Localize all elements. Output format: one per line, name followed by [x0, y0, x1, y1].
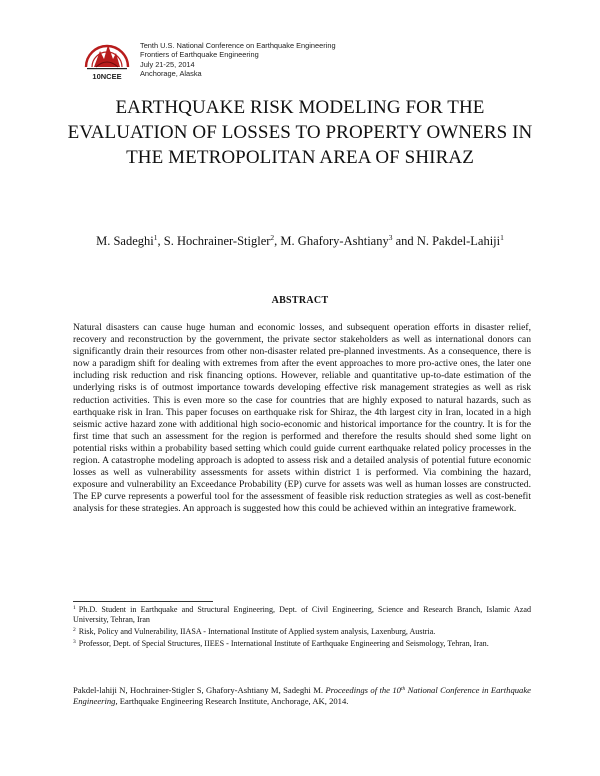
author-affiliation-mark: 3 — [388, 233, 393, 242]
logo-label: 10NCEE — [92, 72, 122, 81]
footnote-number: 2 — [73, 627, 76, 633]
paper-title: EARTHQUAKE RISK MODELING FOR THE EVALUATION OF LOSSES TO PROPERTY OWNERS IN THE METROPOLITAN AREA OF SHIRAZ — [67, 97, 533, 168]
author-name: M. Sadeghi — [96, 234, 154, 248]
citation — [73, 685, 531, 707]
footnotes — [73, 605, 531, 650]
abstract-heading: ABSTRACT — [271, 295, 329, 306]
author-separator: , — [274, 234, 281, 248]
header-line: July 21-25, 2014 — [140, 59, 195, 69]
footnote — [73, 627, 531, 637]
citation-venue-sup: th — [400, 686, 406, 692]
citation-authors: Pakdel-lahiji N, Hochrainer-Stigler S, Ghafory-Ashtiany M, Sadeghi M. — [73, 685, 323, 695]
author-separator: , — [157, 234, 164, 248]
abstract-body: Natural disasters can cause huge human and economic losses, and subsequent operation efforts in disaster relief, recovery and reconstruction by the government, the private sector stakeholders as well as international donors can significantly drain their resources from other non-disaster related pre-planned investments. As a consequence, there is now a paradigm shift for dealing with extremes from after the event approaches to more pro-active ones, the later one including risk reduction and risk financing options. However, reliable and quantitative up-to-date estimation of the underlying risks is of outmost importance towards developing effective risk management strategies as well as risk reduction activities. This is even more so the case for countries that are highly exposed to natural hazards, such as earthquake risk in Iran. This paper focuses on earthquake risk for Shiraz, the 4th largest city in Iran, located in a high seismic active hazard zone with additional high socio-economic and historical importance for the country. It is for the first time that such an assessment for the region is performed and therefore the results should shed some light on potential risks within a probability based setting which could guide current earthquake related policy processes in the region. A catastrophe modeling approach is adopted to assess risk and a detailed analysis of potential future economic losses as well as vulnerability assessments for assets within district 1 is performed. Via combining the hazard, exposure and vulnerability an Exceedance Probability (EP) curve for assets was well as human losses are constructed. The EP curve represents a powerful tool for the assessment of feasible risk reduction strategies as well as cost-benefit analysis for these strategies. An approach is suggested how this could be achieved within an integrative framework. — [73, 322, 531, 515]
footnote — [73, 605, 531, 626]
footnote-number: 3 — [73, 638, 76, 645]
author-affiliation-mark: 1 — [153, 233, 158, 242]
citation-venue-prefix: Proceedings of the 10 — [325, 685, 401, 695]
author-name: M. Ghafory-Ashtiany — [280, 234, 389, 248]
header-line: Anchorage, Alaska — [140, 68, 202, 78]
footnote-text: Ph.D. Student in Earthquake and Structural Engineering, Dept. of Civil Engineering, Science and Research Branch, Islamic Azad University, Tehran, Iran — [73, 605, 531, 625]
citation-publisher: , Earthquake Engineering Research Institute, Anchorage, AK, 2014. — [115, 696, 349, 706]
author-affiliation-mark: 1 — [500, 233, 504, 242]
conference-info — [140, 41, 440, 78]
author-name: N. Pakdel-Lahiji — [416, 234, 501, 248]
footnote — [73, 639, 531, 649]
footnote-text: Risk, Policy and Vulnerability, IIASA - International Institute of Applied system analysis, Laxenburg, Austria. — [78, 627, 436, 636]
conference-logo — [82, 37, 132, 83]
author-separator: and — [392, 234, 417, 248]
footnote-divider — [73, 601, 213, 602]
footnote-text: Professor, Dept. of Special Structures, IIEES - International Institute of Earthquake Engineering and Seismology, Tehran, Iran. — [78, 638, 489, 648]
author-name: S. Hochrainer-Stigler — [163, 234, 271, 248]
author-affiliation-mark: 2 — [270, 233, 275, 242]
author-list — [70, 232, 530, 251]
citation-venue-suffix: National Conference in Earthquake Engineering — [73, 685, 531, 706]
header-line: Frontiers of Earthquake Engineering — [140, 50, 259, 60]
footnote-number: 1 — [73, 605, 76, 611]
header-line: Tenth U.S. National Conference on Earthquake Engineering — [140, 41, 336, 50]
